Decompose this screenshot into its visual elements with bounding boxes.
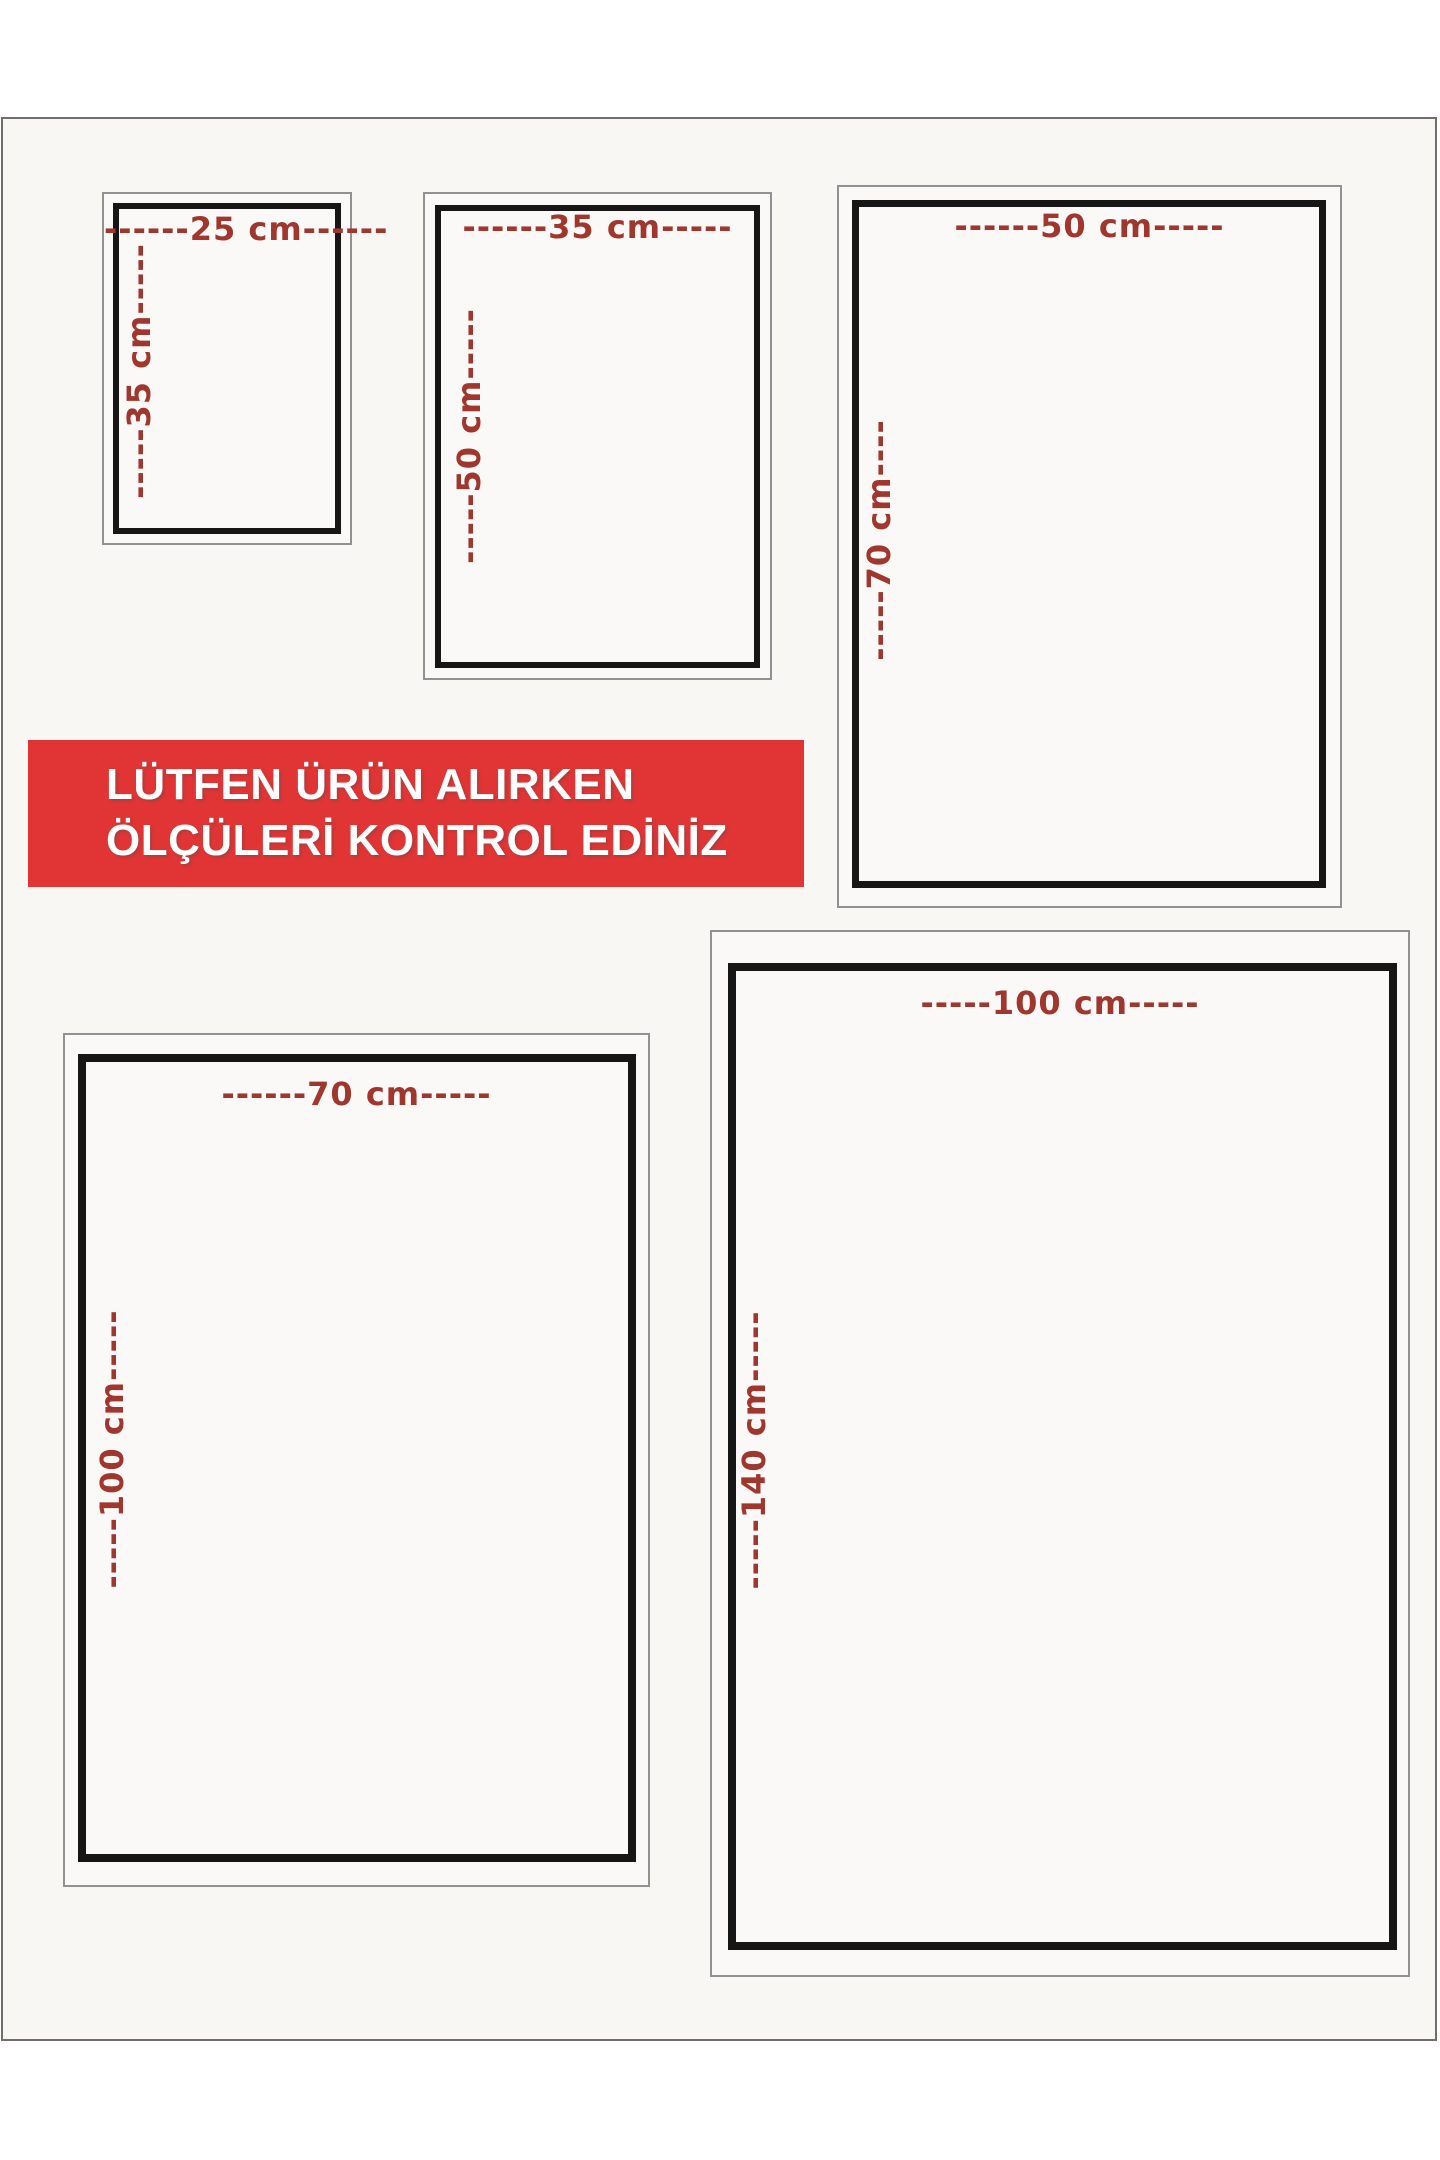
width-dimension-label-50cm: ------50 cm-----: [954, 207, 1225, 245]
height-dimension-label-50cm: -----50 cm-----: [450, 308, 488, 564]
size-box-100x140-black-frame: [728, 963, 1397, 1950]
height-dimension-label-35cm: -----35 cm-----: [120, 243, 158, 499]
width-dimension-label-100cm: -----100 cm-----: [920, 984, 1200, 1022]
size-box-25x35: [102, 192, 389, 545]
width-dimension-label-35cm: ------35 cm-----: [462, 208, 733, 246]
size-box-70x100-black-frame: [78, 1054, 636, 1862]
size-box-50x70-black-frame: [852, 200, 1326, 888]
check-measurements-warning-banner: [28, 740, 804, 887]
size-box-70x100: [63, 1033, 650, 1887]
width-dimension-label-70cm: ------70 cm-----: [221, 1075, 492, 1113]
warning-banner-line-2: ÖLÇÜLERİ KONTROL EDİNİZ: [106, 816, 728, 865]
height-dimension-label-140cm: -----140 cm-----: [735, 1310, 773, 1590]
height-dimension-label-100cm: -----100 cm-----: [93, 1309, 131, 1589]
warning-banner-line-1: LÜTFEN ÜRÜN ALIRKEN: [106, 760, 635, 809]
size-box-50x70: [837, 185, 1342, 908]
size-box-100x140: [710, 930, 1410, 1977]
height-dimension-label-70cm: -----70 cm----: [860, 419, 898, 661]
width-dimension-label-25cm: ------25 cm------: [104, 210, 389, 248]
size-box-35x50: [423, 192, 772, 680]
